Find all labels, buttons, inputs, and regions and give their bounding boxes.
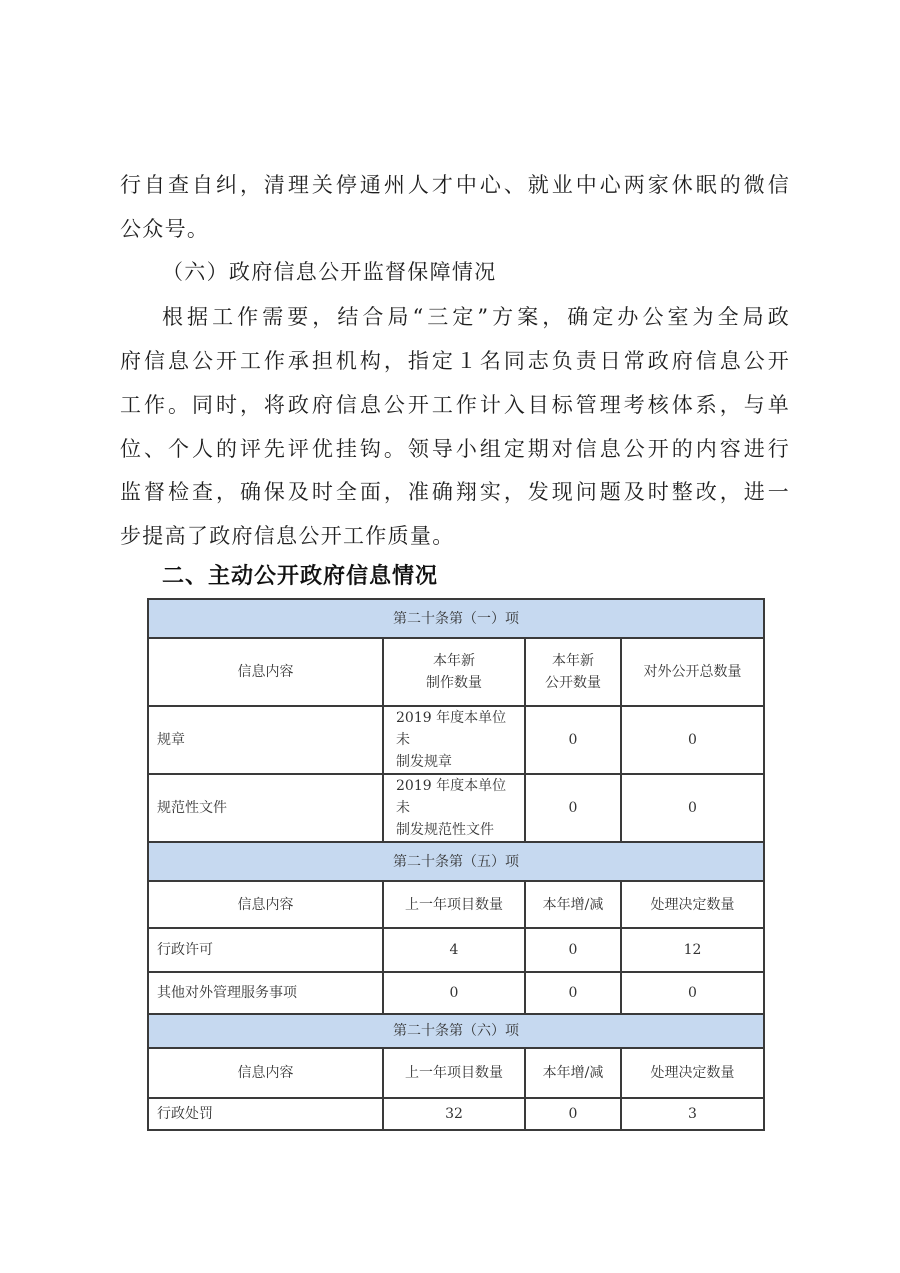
header-line: 本年新 xyxy=(433,653,475,669)
cell-made xyxy=(383,774,525,842)
cell-line: 制发规章 xyxy=(396,754,452,770)
row-label: 行政处罚 xyxy=(148,1098,383,1130)
cell-prev: 0 xyxy=(383,972,525,1014)
paragraph-line: 行自查自纠，清理关停通州人才中心、就业中心两家休眠的微信 xyxy=(120,173,790,197)
section-header-row xyxy=(148,842,764,881)
cell-line: 2019 年度本单位未 xyxy=(396,710,507,748)
cell-decisions: 0 xyxy=(621,972,764,1014)
section-title: 第二十条第（五）项 xyxy=(148,842,764,881)
column-header: 处理决定数量 xyxy=(621,1048,764,1098)
row-label: 规章 xyxy=(148,706,383,774)
cell-published: 0 xyxy=(525,774,621,842)
paragraph-line: 监督检查，确保及时全面，准确翔实，发现问题及时整改，进一 xyxy=(120,480,790,504)
column-header: 上一年项目数量 xyxy=(383,881,525,928)
paragraph-line: 工作。同时，将政府信息公开工作计入目标管理考核体系，与单 xyxy=(120,393,790,417)
cell-change: 0 xyxy=(525,928,621,972)
disclosure-table xyxy=(147,598,765,1131)
column-header: 本年增/减 xyxy=(525,881,621,928)
cell-made xyxy=(383,706,525,774)
paragraph-line: 公众号。 xyxy=(120,217,210,241)
section-title: 第二十条第（一）项 xyxy=(148,599,764,638)
paragraph-line: 位、个人的评先评优挂钩。领导小组定期对信息公开的内容进行 xyxy=(120,437,790,461)
table-row xyxy=(148,972,764,1014)
row-label: 行政许可 xyxy=(148,928,383,972)
column-header-row xyxy=(148,1048,764,1098)
column-header: 本年增/减 xyxy=(525,1048,621,1098)
column-header: 对外公开总数量 xyxy=(621,638,764,706)
subheading: （六）政府信息公开监督保障情况 xyxy=(162,260,497,284)
column-header-row xyxy=(148,638,764,706)
table-row xyxy=(148,928,764,972)
section-title: 第二十条第（六）项 xyxy=(148,1014,764,1048)
row-label: 其他对外管理服务事项 xyxy=(148,972,383,1014)
column-header: 上一年项目数量 xyxy=(383,1048,525,1098)
paragraph-line: 根据工作需要，结合局“三定”方案，确定办公室为全局政 xyxy=(162,305,790,329)
table-row xyxy=(148,774,764,842)
row-label: 规范性文件 xyxy=(148,774,383,842)
cell-line: 2019 年度本单位未 xyxy=(396,778,507,816)
cell-prev: 4 xyxy=(383,928,525,972)
column-header: 处理决定数量 xyxy=(621,881,764,928)
cell-line: 制发规范性文件 xyxy=(396,822,494,838)
table-row xyxy=(148,1098,764,1130)
column-header xyxy=(383,638,525,706)
section-header-row xyxy=(148,599,764,638)
column-header: 信息内容 xyxy=(148,1048,383,1098)
cell-change: 0 xyxy=(525,1098,621,1130)
section-header-row xyxy=(148,1014,764,1048)
cell-prev: 32 xyxy=(383,1098,525,1130)
column-header: 信息内容 xyxy=(148,881,383,928)
cell-decisions: 3 xyxy=(621,1098,764,1130)
cell-total: 0 xyxy=(621,774,764,842)
column-header: 信息内容 xyxy=(148,638,383,706)
section-heading: 二、主动公开政府信息情况 xyxy=(162,564,439,589)
header-line: 本年新 xyxy=(552,653,594,669)
table-row xyxy=(148,706,764,774)
paragraph-line: 府信息公开工作承担机构，指定１名同志负责日常政府信息公开 xyxy=(120,349,790,373)
column-header-row xyxy=(148,881,764,928)
cell-total: 0 xyxy=(621,706,764,774)
column-header xyxy=(525,638,621,706)
header-line: 制作数量 xyxy=(426,675,482,691)
paragraph-line: 步提高了政府信息公开工作质量。 xyxy=(120,524,455,548)
cell-change: 0 xyxy=(525,972,621,1014)
cell-decisions: 12 xyxy=(621,928,764,972)
header-line: 公开数量 xyxy=(545,675,601,691)
cell-published: 0 xyxy=(525,706,621,774)
